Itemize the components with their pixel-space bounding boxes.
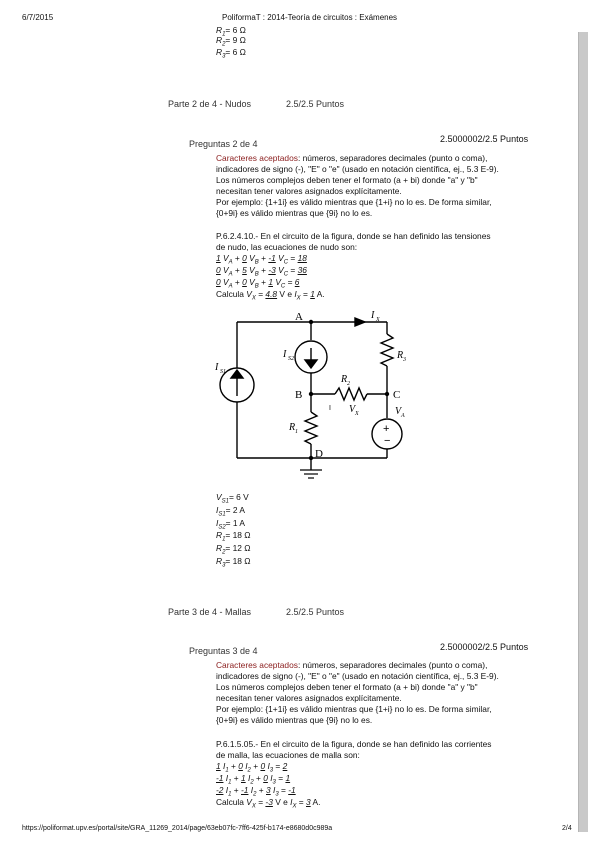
accepted-chars3-line-6: {0+9i} es válido mientras que {9i} no lo es. [216,715,373,725]
mesh-equation-1: 1 $I_1 + 0$ $I_2 + 0$ $I_3 = 2$ [216,761,288,774]
value-r2-b: $R_2= 12$ Ω [216,543,251,556]
calc-line-3: Calcula $V_X = -3$ V e $I_X = 3$ A. [216,797,321,810]
value-r3-b: $R_3= 18$ Ω [216,556,251,569]
accepted-chars-line-2: indicadores de signo (-), "E" o "e" (usado en notación científica, ej., 5.3 E-9). [216,164,499,174]
accepted-chars-line-1: Caracteres aceptados: números, separadores decimales (punto o coma), [216,153,488,163]
question2-label: Preguntas 2 de 4 [189,139,258,149]
svg-text:−: − [384,435,391,447]
svg-text:S2: S2 [288,356,294,362]
statement3-line-1: P.6.1.5.05.- En el circuito de la figura, donde se han definido las corrientes [216,739,492,749]
accepted-chars3-line-1: Caracteres aceptados: números, separadores decimales (punto o coma), [216,660,488,670]
question2-score: 2.5000002/2.5 Puntos [440,134,529,144]
question3-label: Preguntas 3 de 4 [189,646,258,656]
svg-text:2: 2 [347,381,350,387]
value-r1-b: $R_1= 18$ Ω [216,530,251,543]
node-d-label: D [315,448,323,460]
svg-text:R: R [289,422,296,433]
scrollbar-thumb[interactable] [578,32,588,832]
value-r2: $R_2= 9$ Ω [216,35,246,48]
svg-text:1: 1 [295,429,298,435]
svg-text:I: I [283,349,287,360]
node-equation-3: 0 $V_A + 0$ $V_B + 1$ $V_C = 6$ [216,277,300,290]
calc-line-2: Calcula $V_X = 4.8$ V e $I_X = 1$ A. [216,289,325,302]
accepted-chars3-line-5: Por ejemplo: {1+1i} es válido mientras que {1+i} no lo es. De forma similar, [216,704,492,714]
statement2-line-1: P.6.2.4.10.- En el circuito de la figura, donde se han definido las tensiones [216,231,491,241]
mesh-equation-2: -1 $I_1 + 1$ $I_2 + 0$ $I_3 = 1$ [216,773,291,786]
accepted-chars-line-6: {0+9i} es válido mientras que {9i} no lo es. [216,208,373,218]
svg-text:I: I [371,310,375,321]
part3-title: Parte 3 de 4 - Mallas [168,607,252,617]
svg-text:3: 3 [403,357,406,363]
value-is2: $I_{S2}= 1$ A [216,518,245,531]
print-title: PoliformaT : 2014-Teoría de circuitos : Exámenes [222,13,398,22]
node-c-label: C [393,389,401,401]
value-r1: $R_1= 6$ Ω [216,25,246,38]
svg-text:V: V [395,406,402,417]
svg-text:A: A [401,413,405,419]
svg-text:S1: S1 [220,369,226,375]
value-vs1: $V_{S1}= 6$ V [216,492,249,505]
value-is1: $I_{S1}= 2$ A [216,505,245,518]
value-r3: $R_3= 6$ Ω [216,47,246,60]
accepted-chars-line-4: necesitan tener valores asignados explícitamente. [216,186,402,196]
svg-text:+: + [383,423,390,435]
accepted-chars3-line-4: necesitan tener valores asignados explícitamente. [216,693,402,703]
svg-text:X: X [355,411,359,417]
accepted-chars3-line-3: Los números complejos deben tener el formato (a + bi) donde "a" y "b" [216,682,478,692]
statement3-line-2: de malla, las ecuaciones de malla son: [216,750,360,760]
node-equation-2: 0 $V_A + 5$ $V_B + -3$ $V_C = 36$ [216,265,307,278]
print-url: https://poliformat.upv.es/portal/site/GRA_11269_2014/page/63eb07fc-7ff6-425f-b174-e8680d0c989a [22,825,333,832]
node-b-label: B [295,389,303,401]
page-number: 2/4 [562,825,572,832]
circuit-diagram [205,310,405,490]
node-equation-1: 1 $V_A + 0$ $V_B + -1$ $V_C = 18$ [216,253,307,266]
part2-points: 2.5/2.5 Puntos [286,99,345,109]
svg-text:R: R [341,374,348,385]
svg-text:V: V [349,404,356,415]
svg-text:I: I [329,405,331,412]
question3-score: 2.5000002/2.5 Puntos [440,642,529,652]
accepted-chars-line-3: Los números complejos deben tener el formato (a + bi) donde "a" y "b" [216,175,478,185]
svg-text:R: R [397,350,404,361]
part3-points: 2.5/2.5 Puntos [286,607,345,617]
statement2-line-2: de nudo, las ecuaciones de nudo son: [216,242,358,252]
accepted-chars3-line-2: indicadores de signo (-), "E" o "e" (usado en notación científica, ej., 5.3 E-9). [216,671,499,681]
mesh-equation-3: -2 $I_1 + -1$ $I_2 + 3$ $I_3 = -1$ [216,785,296,798]
print-date: 6/7/2015 [22,13,54,22]
svg-text:I: I [215,362,219,373]
node-a-label: A [295,311,303,323]
svg-text:X: X [376,317,380,323]
part2-title: Parte 2 de 4 - Nudos [168,99,252,109]
accepted-chars-line-5: Por ejemplo: {1+1i} es válido mientras que {1+i} no lo es. De forma similar, [216,197,492,207]
